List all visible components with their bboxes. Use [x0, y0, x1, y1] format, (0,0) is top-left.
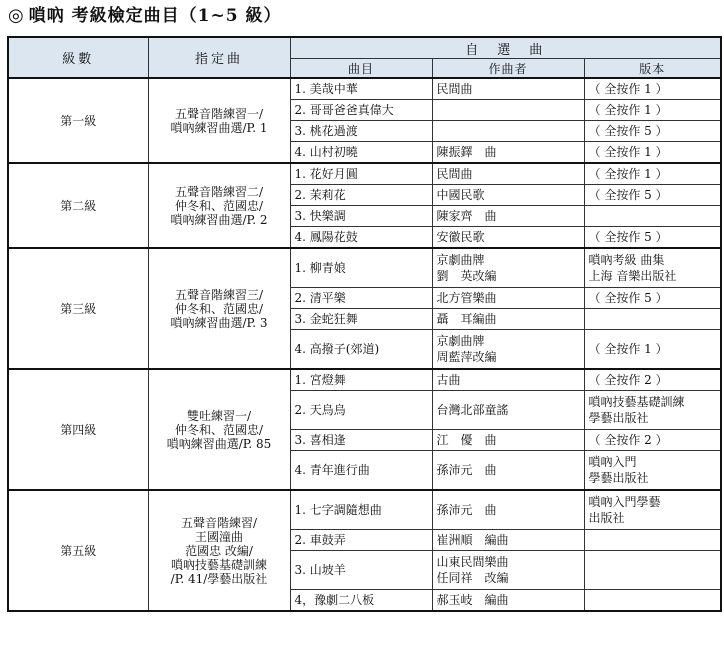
grade-cell: 第五級: [8, 490, 148, 611]
version-cell: （ 全按作 1 ）: [584, 78, 721, 100]
version-cell: [584, 530, 721, 551]
song-cell: 2. 清平樂: [290, 288, 432, 309]
song-cell: 4. 高撥子(郊道): [290, 330, 432, 370]
version-cell: 嗩吶入門 學藝出版社: [584, 451, 721, 491]
header-composer: 作曲者: [432, 59, 584, 79]
composer-cell: 古曲: [432, 369, 584, 391]
header-song: 曲目: [290, 59, 432, 79]
version-cell: （ 全按作 1 ）: [584, 142, 721, 164]
song-cell: 1. 花好月圓: [290, 163, 432, 185]
required-piece-cell: 五聲音階練習二/ 仲冬和、范國忠/ 嗩吶練習曲選/P. 2: [148, 163, 290, 248]
composer-cell: 崔洲順 編曲: [432, 530, 584, 551]
composer-cell: 江 優 曲: [432, 430, 584, 451]
header-version: 版本: [584, 59, 721, 79]
grade-cell: 第一級: [8, 78, 148, 163]
song-cell: 3. 快樂調: [290, 206, 432, 227]
composer-cell: 民間曲: [432, 78, 584, 100]
version-cell: （ 全按作 5 ）: [584, 227, 721, 249]
version-cell: （ 全按作 2 ）: [584, 430, 721, 451]
composer-cell: 安徽民歌: [432, 227, 584, 249]
version-cell: （ 全按作 1 ）: [584, 330, 721, 370]
grade-cell: 第二級: [8, 163, 148, 248]
table-row: [8, 369, 721, 391]
song-cell: 4. 山村初曉: [290, 142, 432, 164]
version-cell: （ 全按作 1 ）: [584, 163, 721, 185]
song-cell: 3. 桃花過渡: [290, 121, 432, 142]
page-title: [8, 2, 281, 30]
composer-cell: [432, 100, 584, 121]
composer-cell: 北方管樂曲: [432, 288, 584, 309]
song-cell: 1. 七字調隨想曲: [290, 490, 432, 530]
composer-cell: 民間曲: [432, 163, 584, 185]
composer-cell: 京劇曲牌 劉 英改編: [432, 248, 584, 288]
table-row: [8, 163, 721, 185]
composer-cell: 中國民歌: [432, 185, 584, 206]
song-cell: 3. 喜相逢: [290, 430, 432, 451]
song-cell: 2. 哥哥爸爸真偉大: [290, 100, 432, 121]
composer-cell: 聶 耳編曲: [432, 309, 584, 330]
required-piece-cell: 五聲音階練習三/ 仲冬和、范國忠/ 嗩吶練習曲選/P. 3: [148, 248, 290, 369]
version-cell: （ 全按作 5 ）: [584, 121, 721, 142]
song-cell: 3. 金蛇狂舞: [290, 309, 432, 330]
header-grade: 級數: [8, 37, 148, 78]
song-cell: 4，豫劇二八板: [290, 590, 432, 612]
song-cell: 2. 茉莉花: [290, 185, 432, 206]
composer-cell: [432, 121, 584, 142]
grade-cell: 第四級: [8, 369, 148, 490]
title-text: 嗩吶 考級檢定曲目（1~5 級）: [28, 6, 282, 26]
version-cell: （ 全按作 5 ）: [584, 288, 721, 309]
composer-cell: 孫沛元 曲: [432, 451, 584, 491]
song-cell: 1. 柳青娘: [290, 248, 432, 288]
grade-cell: 第三級: [8, 248, 148, 369]
version-cell: （ 全按作 2 ）: [584, 369, 721, 391]
composer-cell: 郝玉岐 編曲: [432, 590, 584, 612]
version-cell: 嗩吶考級 曲集 上海 音樂出版社: [584, 248, 721, 288]
version-cell: [584, 551, 721, 590]
song-cell: 4. 鳳陽花鼓: [290, 227, 432, 249]
song-cell: 1. 美哉中華: [290, 78, 432, 100]
title-bullet-icon: ◎: [8, 5, 25, 26]
song-cell: 3. 山坡羊: [290, 551, 432, 590]
version-cell: [584, 309, 721, 330]
composer-cell: 京劇曲牌 周藍萍改編: [432, 330, 584, 370]
composer-cell: 陳振鐸 曲: [432, 142, 584, 164]
composer-cell: 山東民間樂曲 任同祥 改編: [432, 551, 584, 590]
required-piece-cell: 五聲音階練習/ 王國潼曲 范國忠 改編/ 嗩吶技藝基礎訓練 /P. 41/學藝出版社: [148, 490, 290, 611]
composer-cell: 孫沛元 曲: [432, 490, 584, 530]
required-piece-cell: 雙吐練習一/ 仲冬和、范國忠/ 嗩吶練習曲選/P. 85: [148, 369, 290, 490]
table-row: [8, 490, 721, 530]
header-elective: 自 選 曲: [290, 37, 721, 59]
table-row: [8, 78, 721, 100]
song-cell: 2. 車鼓弄: [290, 530, 432, 551]
version-cell: （ 全按作 5 ）: [584, 185, 721, 206]
version-cell: [584, 206, 721, 227]
song-cell: 2. 天烏烏: [290, 391, 432, 430]
header-required: 指定曲: [148, 37, 290, 78]
table-row: [8, 248, 721, 288]
song-cell: 1. 宮燈舞: [290, 369, 432, 391]
song-cell: 4. 青年進行曲: [290, 451, 432, 491]
version-cell: 嗩吶入門學藝 出版社: [584, 490, 721, 530]
required-piece-cell: 五聲音階練習一/ 嗩吶練習曲選/P. 1: [148, 78, 290, 163]
version-cell: 嗩吶技藝基礎訓練 學藝出版社: [584, 391, 721, 430]
composer-cell: 陳家齊 曲: [432, 206, 584, 227]
exam-repertoire-table: [7, 36, 722, 612]
version-cell: [584, 590, 721, 612]
composer-cell: 台灣北部童謠: [432, 391, 584, 430]
version-cell: （ 全按作 1 ）: [584, 100, 721, 121]
